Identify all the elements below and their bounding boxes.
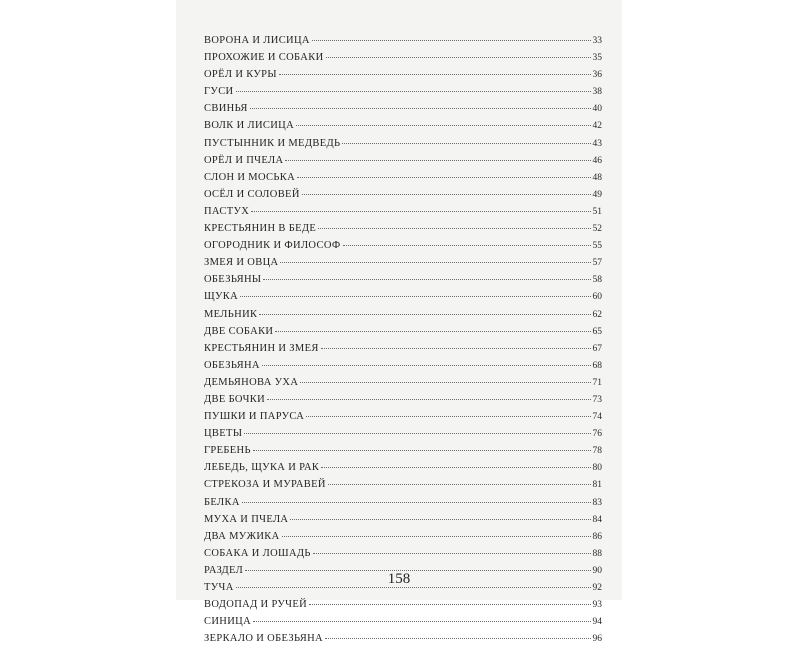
dot-leader	[240, 296, 590, 297]
toc-entry-title: ДВА МУЖИКА	[204, 530, 280, 542]
dot-leader	[262, 365, 591, 366]
toc-entry	[204, 374, 602, 391]
toc-entry	[204, 442, 602, 459]
dot-leader	[302, 194, 591, 195]
toc-entry-page: 96	[592, 634, 602, 645]
toc-entry-page: 88	[592, 548, 602, 559]
toc-entry-title: МУХА И ПЧЕЛА	[204, 513, 289, 525]
page-number: 158	[387, 571, 411, 587]
toc-entry-page: 90	[592, 565, 602, 576]
dot-leader	[236, 91, 591, 92]
toc-entry-title: ВОДОПАД И РУЧЕЙ	[204, 599, 308, 611]
toc-entry-page: 42	[592, 121, 602, 132]
toc-entry-page: 62	[592, 309, 602, 320]
toc-entry	[204, 596, 602, 613]
dot-leader	[306, 416, 590, 417]
toc-entry	[204, 357, 602, 374]
toc-entry-title: БЕЛКА	[204, 496, 240, 508]
toc-entry-page: 49	[592, 189, 602, 200]
dot-leader	[275, 331, 590, 332]
toc-entry-page: 86	[592, 531, 602, 542]
toc-entry	[204, 323, 602, 340]
dot-leader	[290, 519, 590, 520]
dot-leader	[328, 484, 591, 485]
dot-leader	[326, 57, 591, 58]
toc-entry-title: ВОРОНА И ЛИСИЦА	[204, 35, 310, 46]
toc-entry-page: 81	[592, 480, 602, 491]
toc-entry-page: 52	[592, 224, 602, 235]
toc-entry-title: СИНИЦА	[204, 616, 252, 628]
toc-entry	[204, 237, 602, 254]
toc-entry-page: 60	[592, 292, 602, 303]
toc-entry-title: ОСЁЛ И СОЛОВЕЙ	[204, 188, 300, 200]
toc-entry	[204, 66, 602, 83]
toc-entry-page: 65	[592, 326, 602, 337]
toc-entry	[204, 254, 602, 271]
book-page	[176, 0, 622, 645]
toc-entry	[204, 117, 602, 134]
toc-entry-page: 40	[592, 104, 602, 115]
toc-entry-title: ЦВЕТЫ	[204, 428, 243, 440]
toc-entry-title: ОРЁЛ И ПЧЕЛА	[204, 154, 284, 166]
dot-leader	[297, 177, 590, 178]
toc-entry	[204, 476, 602, 493]
toc-entry-title: МЕЛЬНИК	[204, 308, 258, 320]
dot-leader	[250, 108, 591, 109]
toc-entry-page: 76	[592, 429, 602, 440]
toc-entry-page: 46	[592, 155, 602, 166]
toc-entry-title: ПУШКИ И ПАРУСА	[204, 411, 305, 423]
toc-entry	[204, 425, 602, 442]
toc-entry	[204, 203, 602, 220]
toc-entry-page: 58	[592, 275, 602, 286]
dot-leader	[312, 40, 591, 41]
dot-leader	[242, 502, 591, 503]
table-of-contents	[204, 32, 602, 647]
toc-entry-page: 68	[592, 360, 602, 371]
toc-entry	[204, 186, 602, 203]
toc-entry	[204, 613, 602, 630]
toc-entry-page: 83	[592, 497, 602, 508]
toc-entry-title: ПАСТУХ	[204, 205, 250, 217]
toc-entry	[204, 340, 602, 357]
dot-leader	[280, 262, 590, 263]
dot-leader	[285, 160, 590, 161]
toc-entry	[204, 306, 602, 323]
toc-entry-page: 38	[592, 87, 602, 98]
dot-leader	[321, 467, 590, 468]
toc-entry-page: 71	[592, 377, 602, 388]
toc-entry-page: 48	[592, 172, 602, 183]
toc-entry	[204, 220, 602, 237]
toc-entry-title: ЗЕРКАЛО И ОБЕЗЬЯНА	[204, 633, 323, 645]
toc-entry-title: ОРЁЛ И КУРЫ	[204, 69, 277, 81]
toc-entry-page: 51	[592, 206, 602, 217]
toc-entry-title: ГУСИ	[204, 86, 234, 98]
toc-entry	[204, 152, 602, 169]
dot-leader	[313, 553, 591, 554]
toc-entry-page: 78	[592, 446, 602, 457]
dot-leader	[263, 279, 590, 280]
toc-entry-title: РАЗДЕЛ	[204, 564, 244, 576]
toc-entry-title: ЛЕБЕДЬ, ЩУКА И РАК	[204, 462, 320, 474]
toc-entry-title: ДВЕ БОЧКИ	[204, 393, 266, 405]
toc-entry	[204, 408, 602, 425]
toc-entry-title: СЛОН И МОСЬКА	[204, 171, 296, 183]
toc-entry	[204, 528, 602, 545]
toc-entry-title: ПРОХОЖИЕ И СОБАКИ	[204, 52, 324, 64]
dot-leader	[325, 638, 591, 639]
toc-entry-page: 67	[592, 343, 602, 354]
toc-entry-title: ЩУКА	[204, 291, 239, 303]
dot-leader	[343, 245, 591, 246]
toc-entry-page: 73	[592, 394, 602, 405]
toc-entry-title: ТУЧА	[204, 582, 234, 593]
toc-entry-page: 80	[592, 463, 602, 474]
toc-entry-title: ОБЕЗЬЯНА	[204, 359, 260, 371]
toc-entry	[204, 494, 602, 511]
toc-entry-title: ВОЛК И ЛИСИЦА	[204, 120, 295, 132]
toc-entry-page: 84	[592, 514, 602, 525]
toc-entry	[204, 511, 602, 528]
dot-leader	[244, 433, 590, 434]
toc-entry	[204, 630, 602, 647]
toc-entry-page: 43	[592, 138, 602, 149]
toc-entry-page: 93	[592, 600, 602, 611]
toc-entry-page: 57	[592, 258, 602, 269]
toc-entry-page: 92	[592, 583, 602, 593]
toc-entry	[204, 391, 602, 408]
dot-leader	[253, 621, 590, 622]
toc-entry	[204, 545, 602, 562]
toc-entry-title: ЗМЕЯ И ОВЦА	[204, 257, 279, 269]
dot-leader	[267, 399, 590, 400]
toc-entry	[204, 288, 602, 305]
dot-leader	[300, 382, 590, 383]
toc-entry	[204, 169, 602, 186]
toc-entry-title: КРЕСТЬЯНИН И ЗМЕЯ	[204, 342, 319, 354]
dot-leader	[321, 348, 591, 349]
toc-entry-page: 94	[592, 617, 602, 628]
toc-entry-page: 36	[592, 70, 602, 81]
toc-entry-title: ДЕМЬЯНОВА УХА	[204, 376, 299, 388]
dot-leader	[282, 536, 591, 537]
toc-entry-title: ДВЕ СОБАКИ	[204, 325, 274, 337]
dot-leader	[342, 143, 590, 144]
toc-entry	[204, 271, 602, 288]
toc-entry-title: ОБЕЗЬЯНЫ	[204, 274, 262, 286]
dot-leader	[318, 228, 590, 229]
toc-entry-page: 55	[592, 241, 602, 252]
toc-entry-title: ГРЕБЕНЬ	[204, 445, 251, 457]
toc-entry	[204, 32, 602, 49]
toc-entry	[204, 459, 602, 476]
toc-entry-page: 74	[592, 412, 602, 423]
toc-entry-title: СТРЕКОЗА И МУРАВЕЙ	[204, 479, 326, 491]
toc-entry-title: КРЕСТЬЯНИН В БЕДЕ	[204, 223, 317, 235]
dot-leader	[259, 314, 590, 315]
dot-leader	[251, 211, 590, 212]
toc-entry-title: ОГОРОДНИК И ФИЛОСОФ	[204, 240, 341, 252]
toc-entry-page: 33	[592, 36, 602, 46]
toc-entry	[204, 49, 602, 66]
dot-leader	[309, 604, 590, 605]
toc-entry-title: ПУСТЫННИК И МЕДВЕДЬ	[204, 137, 341, 149]
toc-entry	[204, 100, 602, 117]
dot-leader	[253, 450, 591, 451]
toc-entry-title: СВИНЬЯ	[204, 103, 248, 115]
dot-leader	[279, 74, 591, 75]
toc-entry-title: СОБАКА И ЛОШАДЬ	[204, 547, 311, 559]
toc-entry	[204, 135, 602, 152]
toc-entry-page: 35	[592, 53, 602, 64]
toc-entry	[204, 83, 602, 100]
dot-leader	[296, 125, 590, 126]
